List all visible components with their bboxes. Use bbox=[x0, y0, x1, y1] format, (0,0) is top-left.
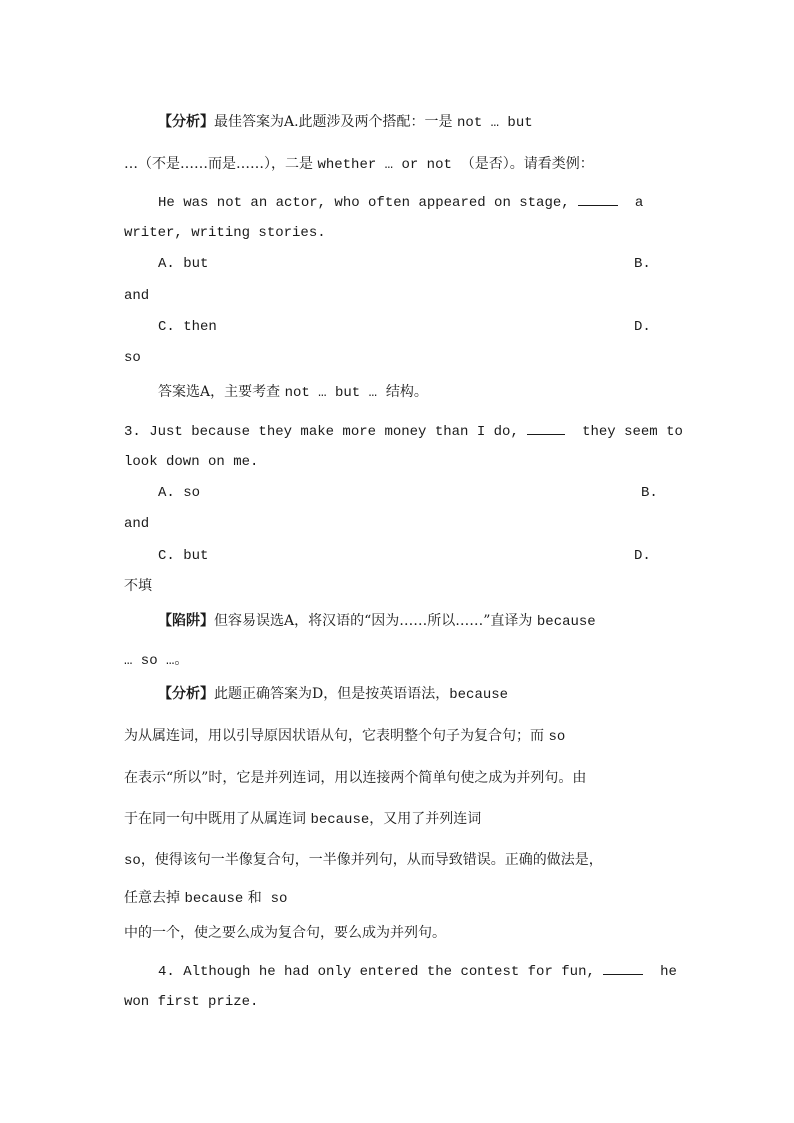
text-span: 结构。 bbox=[385, 384, 428, 400]
text-span: writer, writing stories. bbox=[124, 225, 326, 241]
option-b-text: and bbox=[124, 516, 150, 532]
answer-blank bbox=[527, 422, 565, 435]
analysis-paragraph-line: 中的一个，使之要么成为复合句，要么成为并列句。 bbox=[124, 925, 446, 941]
question-3-line bbox=[124, 422, 683, 441]
text-span: not … but bbox=[457, 115, 533, 131]
option-d: D. bbox=[634, 319, 651, 335]
example-sentence-line bbox=[124, 224, 326, 242]
text-span: look down on me. bbox=[124, 454, 259, 470]
analysis-paragraph-line bbox=[158, 685, 508, 704]
question-4-line bbox=[124, 993, 258, 1011]
text-span: 最佳答案为A.此题涉及两个搭配：一是 bbox=[214, 114, 453, 130]
analysis-paragraph-line: 在表示“所以”时，它是并列连词，用以连接两个简单句使之成为并列句。由 bbox=[124, 770, 587, 786]
trap-paragraph-line bbox=[124, 651, 188, 670]
text-span: He was not an actor, who often appeared on stage, bbox=[158, 195, 570, 211]
text-span: so bbox=[548, 729, 566, 745]
option-d-text: so bbox=[124, 350, 141, 366]
text-span: they seem to bbox=[582, 424, 683, 440]
answer-line bbox=[158, 383, 428, 402]
text-span: so bbox=[270, 891, 288, 907]
text-span: … so …。 bbox=[124, 653, 189, 669]
text-span: because bbox=[310, 812, 370, 828]
text-span: 此题正确答案为D，但是按英语语法， bbox=[214, 686, 450, 702]
answer-blank bbox=[603, 962, 643, 975]
text-span: won first prize. bbox=[124, 994, 259, 1010]
text-span: 3. Just because they make more money than I do, bbox=[124, 424, 519, 440]
trap-paragraph-line bbox=[158, 612, 596, 631]
text-span: a bbox=[634, 195, 644, 211]
text-span: 为从属连词，用以引导原因状语从句，它表明整个句子为复合句；而 bbox=[124, 728, 544, 744]
text-span: 4. Although he had only entered the contest for fun, bbox=[158, 964, 595, 980]
text-span: he bbox=[660, 964, 677, 980]
text-span: （是否）。请看类例： bbox=[460, 156, 594, 172]
option-d: D. bbox=[634, 548, 651, 564]
option-b-text: and bbox=[124, 288, 150, 304]
text-span: 答案选A，主要考查 bbox=[158, 384, 281, 400]
text-span: because bbox=[184, 891, 244, 907]
text-span: …（不是……而是……），二是 bbox=[124, 156, 313, 172]
text-span: 于在同一句中既用了从属连词 bbox=[124, 811, 306, 827]
option-d-text: 不填 bbox=[124, 578, 152, 594]
analysis-paragraph-line bbox=[158, 113, 533, 132]
trap-label: 【陷阱】 bbox=[158, 613, 214, 629]
text-span: 任意去掉 bbox=[124, 890, 180, 906]
question-4-line bbox=[158, 962, 677, 981]
analysis-paragraph-line bbox=[124, 889, 287, 908]
analysis-label: 【分析】 bbox=[158, 114, 214, 130]
text-span: not … but … bbox=[284, 385, 377, 401]
analysis-paragraph-line bbox=[124, 155, 594, 174]
example-sentence-line bbox=[158, 193, 643, 212]
text-span: whether … or not bbox=[317, 157, 452, 173]
option-a: A. so bbox=[158, 485, 201, 501]
text-span: ，使得该句一半像复合句，一半像并列句，从而导致错误。正确的做法是， bbox=[140, 852, 603, 868]
option-c: C. but bbox=[158, 548, 209, 564]
analysis-label: 【分析】 bbox=[158, 686, 214, 702]
option-b: B. bbox=[634, 256, 651, 272]
option-a: A. but bbox=[158, 256, 209, 272]
text-span: ，又用了并列连词 bbox=[369, 811, 482, 827]
analysis-paragraph-line bbox=[124, 727, 565, 746]
text-span: so bbox=[124, 853, 141, 869]
question-3-line bbox=[124, 453, 258, 471]
option-b: B. bbox=[641, 485, 658, 501]
text-span: 但容易误选A，将汉语的“因为……所以……”直译为 bbox=[214, 613, 533, 629]
text-span: because bbox=[536, 614, 596, 630]
text-span: because bbox=[449, 687, 509, 703]
analysis-paragraph-line bbox=[124, 810, 481, 829]
option-c: C. then bbox=[158, 319, 217, 335]
analysis-paragraph-line bbox=[124, 851, 603, 870]
text-span: 和 bbox=[247, 890, 262, 906]
answer-blank bbox=[578, 193, 618, 206]
